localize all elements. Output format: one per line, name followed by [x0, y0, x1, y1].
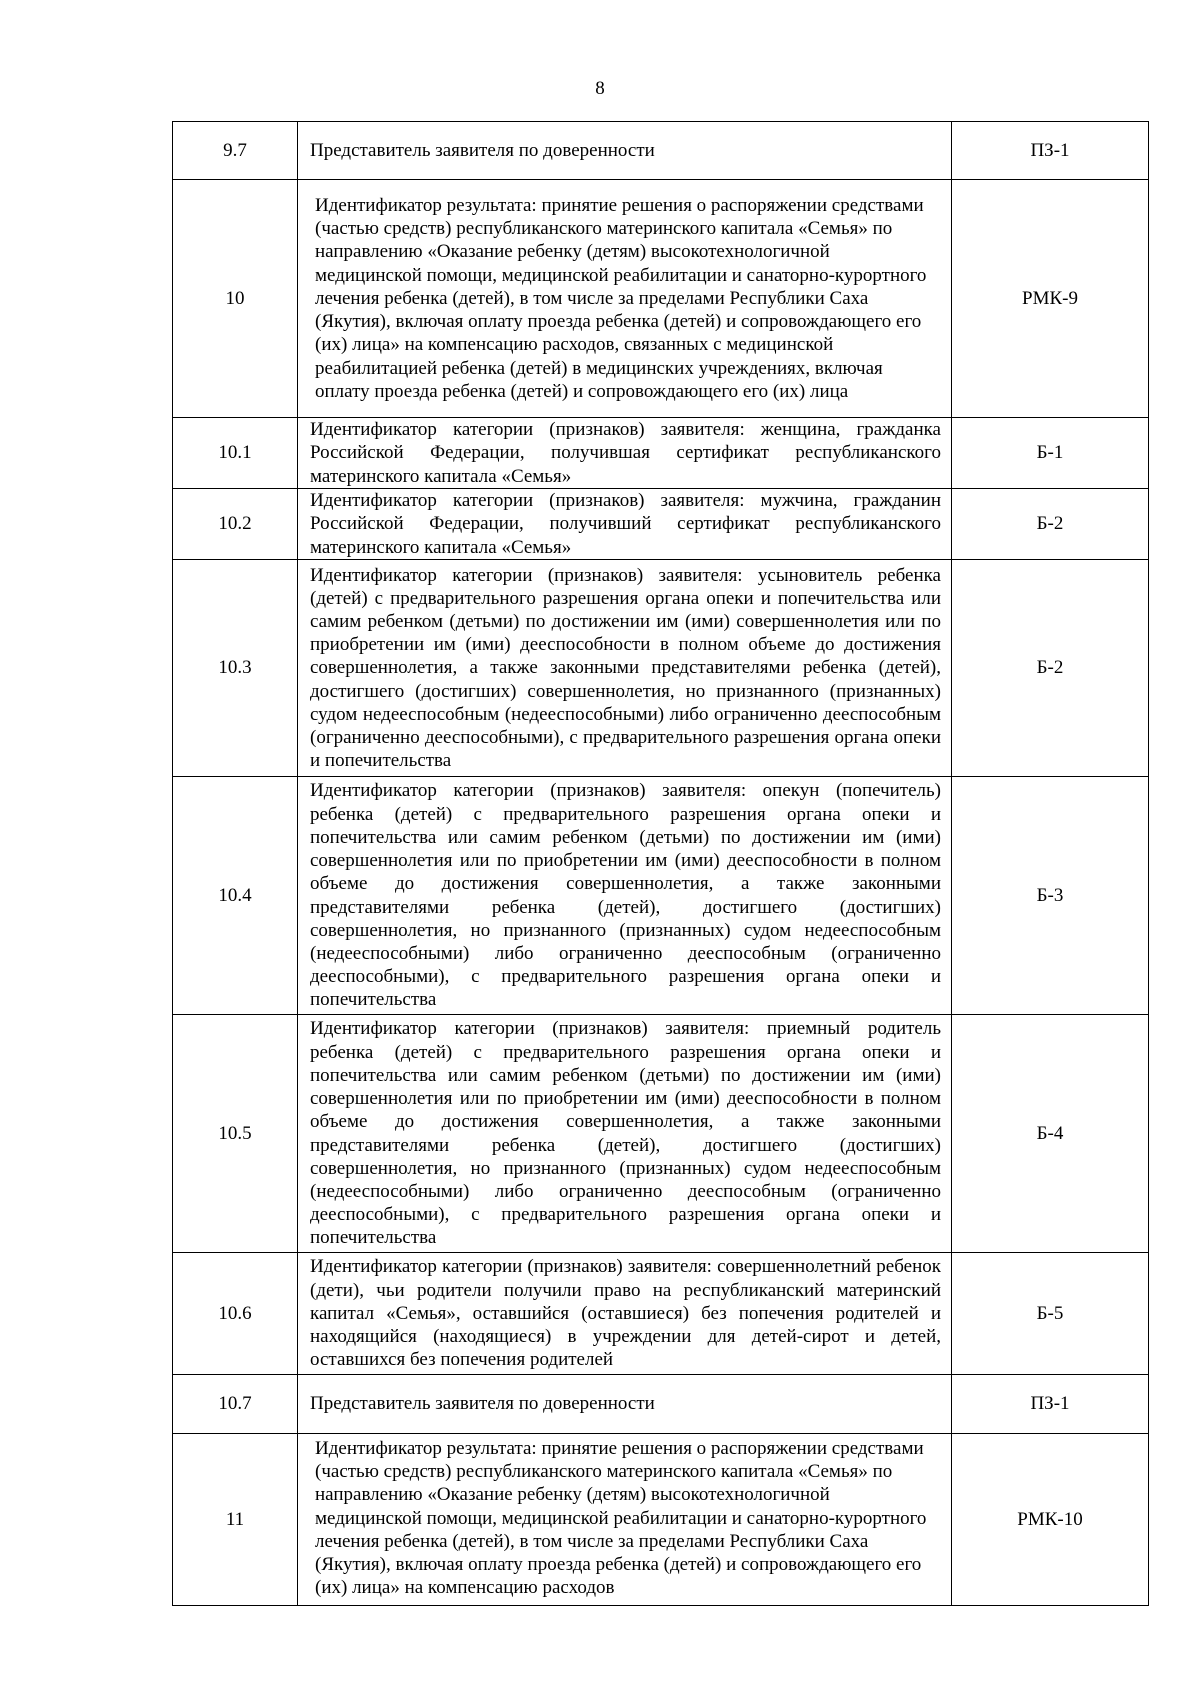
row-code: Б-2	[952, 560, 1149, 777]
table-row	[173, 1253, 1149, 1375]
table-row	[173, 122, 1149, 180]
identifiers-table	[172, 121, 1149, 1606]
row-description: Идентификатор категории (признаков) заявителя: совершеннолетний ребенок (дети), чьи родители получили право на республиканский материнский капитал «Семья», оставшийся (оставшиеся) без попечения родителей и находящийся (находящиеся) в учреждении для детей-сирот и детей, оставшихся без попечения родителей	[298, 1253, 952, 1375]
row-number: 10.4	[173, 777, 298, 1015]
row-description: Представитель заявителя по доверенности	[298, 1375, 952, 1434]
row-description: Идентификатор категории (признаков) заявителя: усыновитель ребенка (детей) с предварительного разрешения органа опеки и попечительства или самим ребенком (детьми) по достижении им (ими) совершеннолетия или по приобретении им (ими) дееспособности в полном объеме до достижения совершеннолетия, а также законными представителями ребенка (детей), достигшего (достигших) совершеннолетия, но признанного (признанных) судом недееспособным (недееспособными) либо ограниченно дееспособным (ограниченно дееспособными), с предварительного разрешения органа опеки и попечительства	[298, 560, 952, 777]
row-description: Идентификатор результата: принятие решения о распоряжении средствами (частью средств) республиканского материнского капитала «Семья» по направлению «Оказание ребенку (детям) высокотехнологичной медицинской помощи, медицинской реабилитации и санаторно-курортного лечения ребенка (детей), в том числе за пределами Республики Саха (Якутия), включая оплату проезда ребенка (детей) и сопровождающего его (их) лица» на компенсацию расходов	[298, 1434, 952, 1606]
row-code: Б-5	[952, 1253, 1149, 1375]
row-description: Идентификатор результата: принятие решения о распоряжении средствами (частью средств) республиканского материнского капитала «Семья» по направлению «Оказание ребенку (детям) высокотехнологичной медицинской помощи, медицинской реабилитации и санаторно-курортного лечения ребенка (детей), в том числе за пределами Республики Саха (Якутия), включая оплату проезда ребенка (детей) и сопровождающего его (их) лица» на компенсацию расходов, связанных с медицинской реабилитацией ребенка (детей) в медицинских учреждениях, включая оплату проезда ребенка (детей) и сопровождающего его (их) лица	[298, 180, 952, 418]
row-description: Идентификатор категории (признаков) заявителя: женщина, гражданка Российской Федерации, получившая сертификат республиканского материнского капитала «Семья»	[298, 418, 952, 489]
row-number: 10.1	[173, 418, 298, 489]
row-number: 9.7	[173, 122, 298, 180]
row-number: 10.2	[173, 489, 298, 560]
row-code: РМК-10	[952, 1434, 1149, 1606]
row-number: 10.7	[173, 1375, 298, 1434]
row-number: 10.5	[173, 1015, 298, 1253]
row-code: Б-4	[952, 1015, 1149, 1253]
table-row	[173, 777, 1149, 1015]
row-description: Идентификатор категории (признаков) заявителя: опекун (попечитель) ребенка (детей) с предварительного разрешения органа опеки и попечительства или самим ребенком (детьми) по достижении им (ими) совершеннолетия или по приобретении им (ими) дееспособности в полном объеме до достижения совершеннолетия, а также законными представителями ребенка (детей), достигшего (достигших) совершеннолетия, но признанного (признанных) судом недееспособным (недееспособными) либо ограниченно дееспособным (ограниченно дееспособными), с предварительного разрешения органа опеки и попечительства	[298, 777, 952, 1015]
table-row	[173, 1015, 1149, 1253]
table-row	[173, 1434, 1149, 1606]
table-row	[173, 180, 1149, 418]
row-code: Б-1	[952, 418, 1149, 489]
row-code: ПЗ-1	[952, 1375, 1149, 1434]
row-number: 11	[173, 1434, 298, 1606]
row-description: Идентификатор категории (признаков) заявителя: приемный родитель ребенка (детей) с предварительного разрешения органа опеки и попечительства или самим ребенком (детьми) по достижении им (ими) совершеннолетия или по приобретении им (ими) дееспособности в полном объеме до достижения совершеннолетия, а также законными представителями ребенка (детей), достигшего (достигших) совершеннолетия, но признанного (признанных) судом недееспособным (недееспособными) либо ограниченно дееспособным (ограниченно дееспособными), с предварительного разрешения органа опеки и попечительства	[298, 1015, 952, 1253]
row-code: ПЗ-1	[952, 122, 1149, 180]
row-number: 10	[173, 180, 298, 418]
row-number: 10.3	[173, 560, 298, 777]
page-number: 8	[595, 78, 605, 99]
row-code: Б-3	[952, 777, 1149, 1015]
row-description: Представитель заявителя по доверенности	[298, 122, 952, 180]
table-row	[173, 1375, 1149, 1434]
row-code: Б-2	[952, 489, 1149, 560]
table-row	[173, 560, 1149, 777]
row-description: Идентификатор категории (признаков) заявителя: мужчина, гражданин Российской Федерации, получивший сертификат республиканского материнского капитала «Семья»	[298, 489, 952, 560]
table-row	[173, 489, 1149, 560]
row-number: 10.6	[173, 1253, 298, 1375]
table-row	[173, 418, 1149, 489]
row-code: РМК-9	[952, 180, 1149, 418]
